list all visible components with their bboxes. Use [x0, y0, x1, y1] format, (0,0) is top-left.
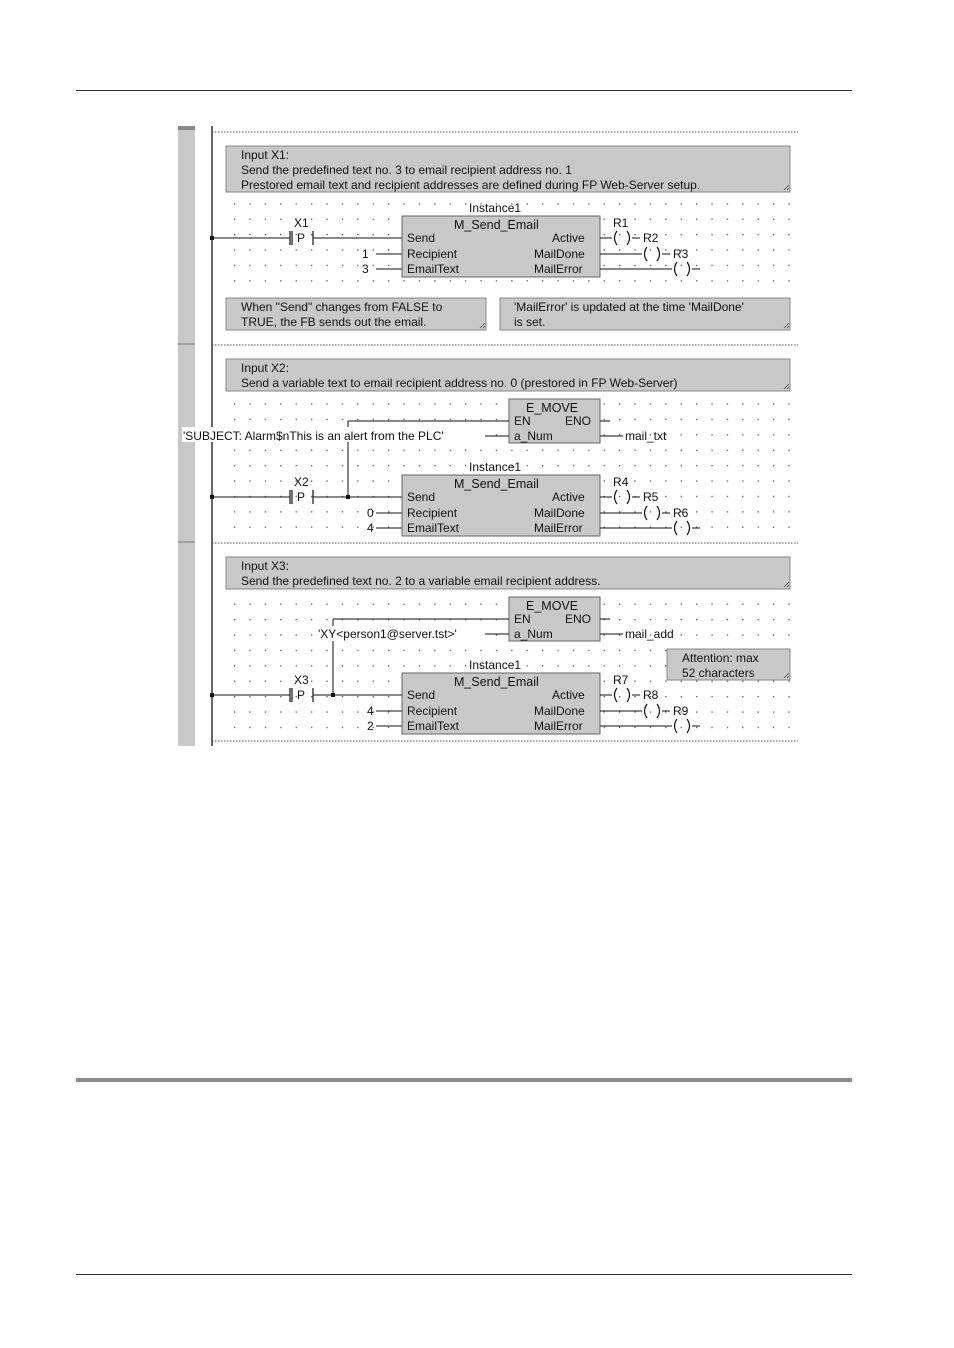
svg-text:EmailText: EmailText — [407, 262, 460, 276]
svg-text:Send a variable text to email: Send a variable text to email recipient address no. 0 (prestored in FP Web-Server) — [241, 376, 678, 390]
recipient-constant: 4 — [367, 704, 374, 718]
svg-text:Recipient: Recipient — [407, 506, 458, 520]
coil-label-r7: R7 — [613, 673, 629, 687]
fb-m-send-email[interactable] — [402, 216, 600, 277]
coil-label-r1: R1 — [613, 216, 629, 230]
svg-text:M_Send_Email: M_Send_Email — [454, 218, 539, 232]
svg-text:M_Send_Email: M_Send_Email — [454, 477, 539, 491]
svg-text:is set.: is set. — [514, 315, 546, 329]
recipient-constant: 0 — [367, 506, 374, 520]
network-bar-cap — [178, 126, 195, 130]
svg-text:MailDone: MailDone — [534, 704, 585, 718]
svg-text:TRUE, the FB sends out the ema: TRUE, the FB sends out the email. — [241, 315, 427, 329]
svg-text:MailError: MailError — [534, 719, 583, 733]
svg-text:'MailError' is updated at the: 'MailError' is updated at the time 'MailDone' — [514, 300, 744, 314]
svg-text:Active: Active — [552, 490, 585, 504]
footer-rule — [76, 1274, 852, 1275]
svg-text:Prestored email text and recip: Prestored email text and recipient addresses are defined during FP Web-Server setup. — [241, 178, 701, 192]
svg-text:ENO: ENO — [565, 414, 592, 428]
svg-text:Send the predefined text no. 2: Send the predefined text no. 2 to a variable email recipient address. — [241, 574, 601, 588]
svg-text:Active: Active — [552, 231, 585, 245]
svg-text:P: P — [297, 688, 306, 702]
svg-text:MailError: MailError — [534, 262, 583, 276]
coil-label-r6: R6 — [673, 506, 689, 520]
emailtext-constant: 4 — [367, 521, 374, 535]
svg-text:EmailText: EmailText — [407, 719, 460, 733]
svg-text:M_Send_Email: M_Send_Email — [454, 675, 539, 689]
fb-e-move-2[interactable] — [509, 597, 600, 641]
svg-text:Attention: max: Attention: max — [682, 651, 759, 665]
fb-m-send-email[interactable] — [402, 475, 600, 536]
svg-text:ENO: ENO — [565, 612, 592, 626]
coil-label-r5: R5 — [643, 490, 659, 504]
emailtext-constant: 3 — [362, 262, 369, 276]
svg-text:52 characters: 52 characters — [682, 666, 755, 680]
instance-label: Instance1 — [469, 658, 522, 672]
section-rule — [76, 1078, 852, 1082]
svg-text:MailDone: MailDone — [534, 506, 585, 520]
svg-text:Recipient: Recipient — [407, 247, 458, 261]
coil-label-r4: R4 — [613, 475, 629, 489]
coil-label-r2: R2 — [643, 231, 659, 245]
svg-text:Input X2:: Input X2: — [241, 361, 290, 375]
coil-label-r8: R8 — [643, 688, 659, 702]
comment-box-mailerror-note[interactable] — [500, 298, 790, 330]
recipient-constant: 1 — [362, 247, 369, 261]
svg-text:Active: Active — [552, 688, 585, 702]
emailtext-constant: 2 — [367, 719, 374, 733]
move-input-constant: 'SUBJECT: Alarm$nThis is an alert from the PLC' — [183, 429, 444, 443]
contact-label-x3: X3 — [294, 673, 309, 687]
svg-text:Send: Send — [407, 231, 436, 245]
instance-label: Instance1 — [469, 460, 522, 474]
move-input-constant: 'XY<person1@server.tst>' — [318, 627, 457, 641]
svg-text:EN: EN — [514, 414, 531, 428]
coil-label-r9: R9 — [673, 704, 689, 718]
comment-box-send-note[interactable] — [226, 298, 486, 330]
svg-text:When "Send" changes from FALSE: When "Send" changes from FALSE to — [241, 300, 443, 314]
svg-text:E_MOVE: E_MOVE — [526, 599, 579, 613]
contact-label-x1: X1 — [294, 216, 309, 230]
svg-text:P: P — [297, 231, 306, 245]
svg-text:Input X3:: Input X3: — [241, 559, 290, 573]
svg-text:MailError: MailError — [534, 521, 583, 535]
fb-m-send-email[interactable] — [402, 673, 600, 734]
svg-text:P: P — [297, 490, 306, 504]
move-output-variable: mail_txt — [625, 429, 667, 443]
svg-text:Recipient: Recipient — [407, 704, 458, 718]
svg-text:a_Num: a_Num — [514, 627, 553, 641]
contact-label-x2: X2 — [294, 475, 309, 489]
svg-text:MailDone: MailDone — [534, 247, 585, 261]
coil-label-r3: R3 — [673, 247, 689, 261]
comment-box-input-x2[interactable] — [226, 359, 790, 391]
comment-box-attention[interactable] — [667, 649, 790, 680]
instance-label: Instance1 — [469, 201, 522, 215]
svg-text:EN: EN — [514, 612, 531, 626]
svg-text:Send: Send — [407, 490, 436, 504]
move-output-variable: mail_add — [625, 627, 674, 641]
comment-box-input-x3[interactable] — [226, 557, 790, 589]
svg-text:EmailText: EmailText — [407, 521, 460, 535]
comment-box-input-x1[interactable] — [226, 146, 790, 192]
svg-text:Send the predefined text no. 3: Send the predefined text no. 3 to email recipient address no. 1 — [241, 163, 572, 177]
svg-text:a_Num: a_Num — [514, 429, 553, 443]
svg-text:Send: Send — [407, 688, 436, 702]
svg-text:Input X1:: Input X1: — [241, 148, 290, 162]
svg-text:E_MOVE: E_MOVE — [526, 401, 579, 415]
fb-e-move-1[interactable] — [509, 399, 600, 443]
